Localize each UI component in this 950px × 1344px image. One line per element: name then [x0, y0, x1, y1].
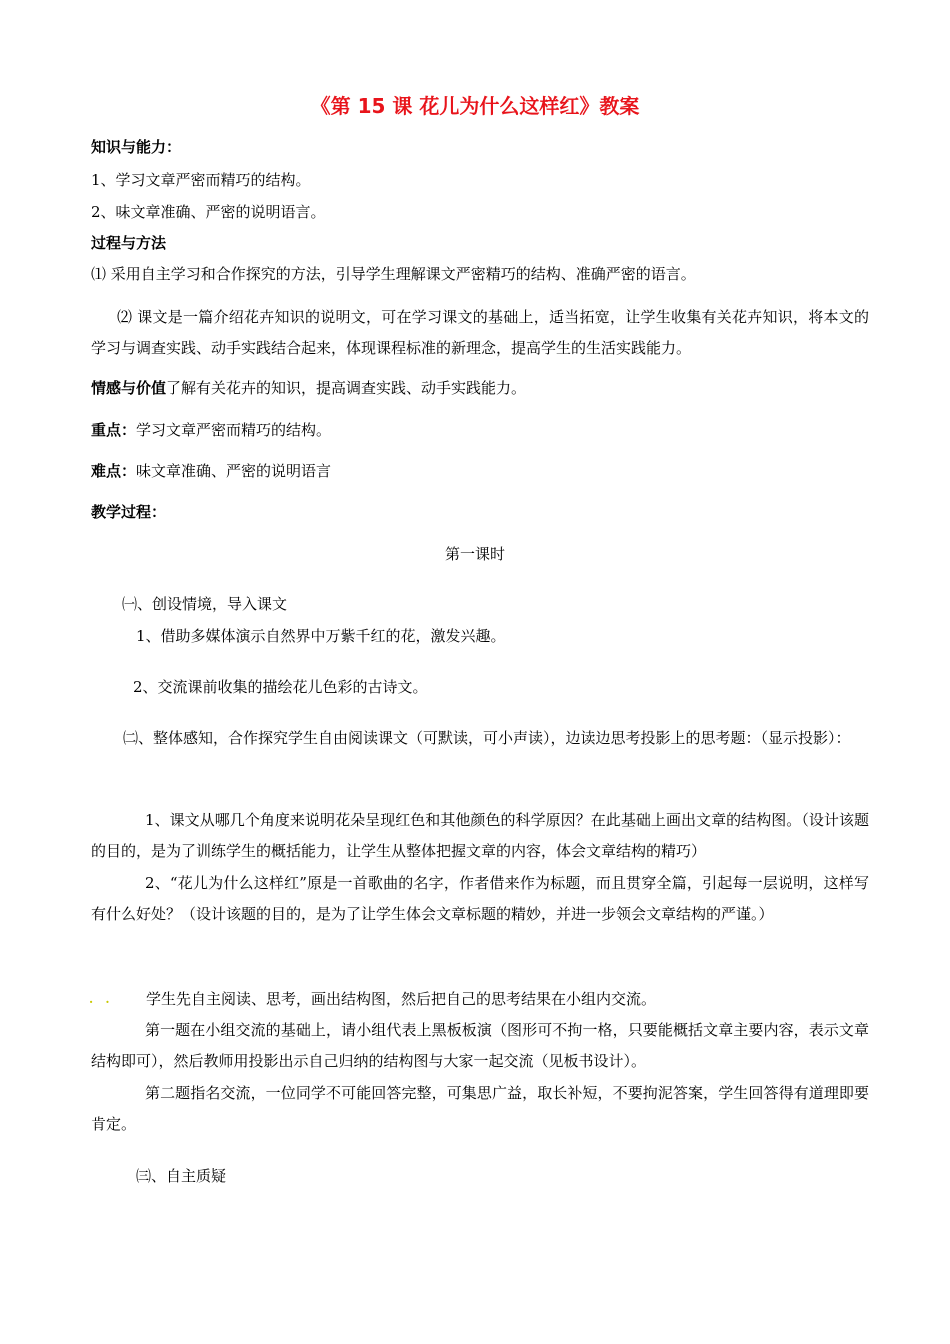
emotion-paragraph: [91, 378, 526, 398]
process-method-heading: 过程与方法: [91, 234, 167, 252]
key-point-label: 重点：: [91, 421, 137, 439]
process-method-item-1: ⑴ 采用自主学习和合作探究的方法，引导学生理解课文严密精巧的结构、准确严密的语言。: [91, 265, 696, 283]
difficult-point-label: 难点：: [91, 462, 137, 480]
key-point-text: 学习文章严密而精巧的结构。: [136, 421, 332, 439]
section3-title: ㈢、自主质疑: [136, 1167, 227, 1185]
difficult-point-paragraph: [91, 461, 331, 481]
emotion-text: 了解有关花卉的知识，提高调查实践、动手实践能力。: [166, 379, 527, 397]
section1-item-1: 1、借助多媒体演示自然界中万紫千红的花，激发兴趣。: [136, 627, 506, 645]
section2-question-2: 2、“花儿为什么这样红”原是一首歌曲的名字，作者借来作为标题，而且贯穿全篇，引起每一层说明，这样写有什么好处？（设计该题的目的，是为了让学生体会文章标题的精妙，并进一步领会文章结构的严谨。）: [91, 874, 869, 923]
section2-paragraph-1: 学生先自主阅读、思考，画出结构图，然后把自己的思考结果在小组内交流。: [146, 990, 657, 1008]
lesson-label: 第一课时: [444, 545, 505, 563]
dot-marks: . .: [89, 992, 114, 1006]
section1-item-2: 2、交流课前收集的描绘花儿色彩的古诗文。: [133, 678, 428, 696]
knowledge-item-1: 1、学习文章严密而精巧的结构。: [91, 171, 311, 189]
emotion-label: 情感与价值: [91, 379, 167, 397]
knowledge-item-2: 2、味文章准确、严密的说明语言。: [91, 203, 326, 221]
teaching-process-heading: 教学过程：: [91, 503, 167, 521]
section2-title: ㈡、整体感知，合作探究学生自由阅读课文（可默读，可小声读），边读边思考投影上的思考题：（显示投影）：: [123, 729, 851, 747]
section2-paragraph-2: 第一题在小组交流的基础上，请小组代表上黑板板演（图形可不拘一格，只要能概括文章主要内容，表示文章结构即可），然后教师用投影出示自己归纳的结构图与大家一起交流（见板书设计）。: [91, 1021, 869, 1070]
difficult-point-text: 味文章准确、严密的说明语言: [136, 462, 332, 480]
key-point-paragraph: [91, 420, 331, 440]
section2-question-1: 1、课文从哪几个角度来说明花朵呈现红色和其他颜色的科学原因？在此基础上画出文章的结构图。（设计该题的目的，是为了训练学生的概括能力，让学生从整体把握文章的内容，体会文章结构的精巧）: [91, 811, 869, 860]
process-method-item-2: ⑵ 课文是一篇介绍花卉知识的说明文，可在学习课文的基础上，适当拓宽，让学生收集有关花卉知识，将本文的学习与调查实践、动手实践结合起来，体现课程标准的新理念，提高学生的生活实践能力。: [91, 308, 869, 357]
document-title: 《第 15 课 花儿为什么这样红》教案: [310, 94, 640, 118]
section2-paragraph-3: 第二题指名交流，一位同学不可能回答完整，可集思广益，取长补短，不要拘泥答案，学生回答得有道理即要肯定。: [91, 1084, 869, 1133]
section1-title: ㈠、创设情境，导入课文: [122, 595, 288, 613]
knowledge-heading: 知识与能力：: [91, 138, 182, 156]
